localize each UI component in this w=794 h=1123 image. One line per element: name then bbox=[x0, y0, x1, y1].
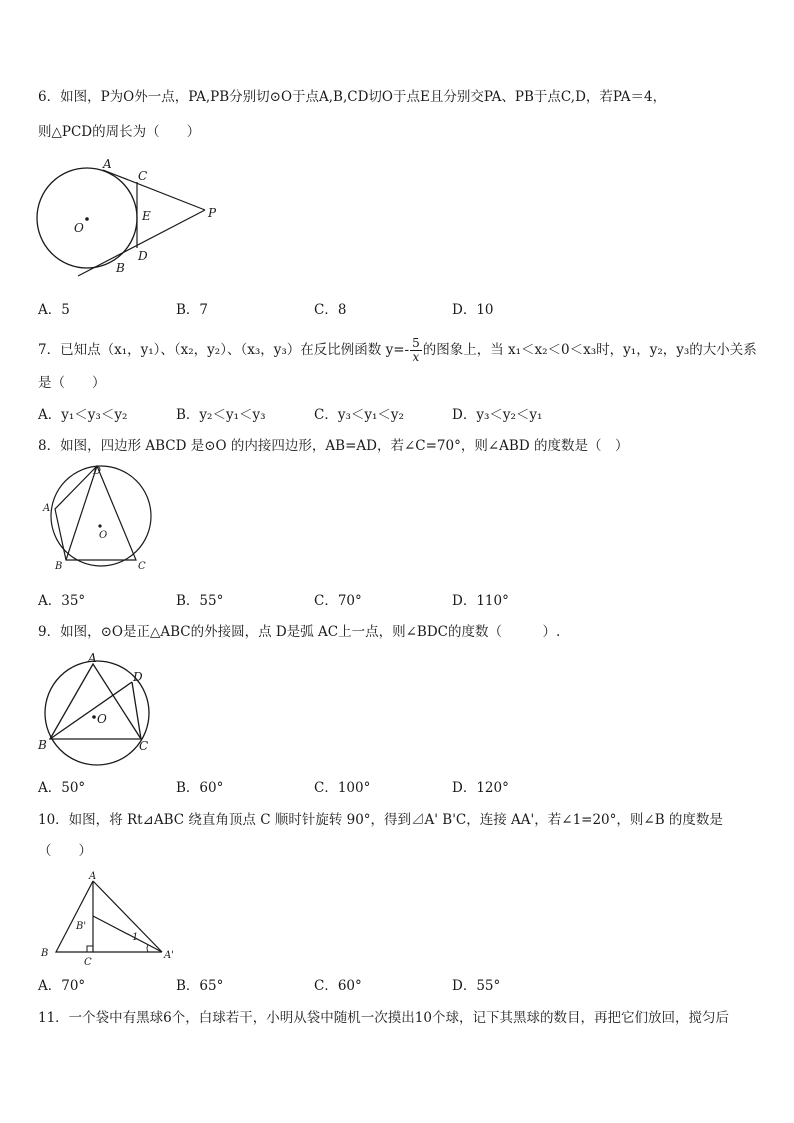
q6-label-d: D bbox=[138, 249, 148, 263]
q6-stem-line2: 则△PCD的周长为（ ） bbox=[38, 124, 201, 140]
q10-stem-line1: 10．如图，将 Rt⊿ABC 绕直角顶点 C 顺时针旋转 90°，得到⊿A' B'C，连接 AA'，若∠1=20°，则∠B 的度数是 bbox=[38, 812, 723, 828]
q9-label-d: D bbox=[133, 670, 143, 684]
q10-option-b[interactable]: B．65° bbox=[176, 978, 224, 994]
q6-option-d[interactable]: D．10 bbox=[452, 302, 494, 318]
q9-label-c: C bbox=[139, 739, 149, 753]
q10-label-b-prime: B' bbox=[76, 921, 87, 932]
q8-label-a: A bbox=[43, 503, 51, 514]
q7-stem-part-b: 的图象上，当 x₁＜x₂＜0＜x₃时，y₁，y₂，y₃的大小关系 bbox=[422, 342, 757, 358]
q8-label-d: D bbox=[93, 466, 102, 477]
q9-option-c[interactable]: C．100° bbox=[314, 780, 371, 796]
q10-line-aa-prime bbox=[93, 881, 162, 952]
q9-label-o: O bbox=[97, 712, 107, 726]
q10-triangle-abc bbox=[56, 881, 93, 952]
q8-label-o: O bbox=[99, 530, 108, 541]
q10-option-d[interactable]: D．55° bbox=[452, 978, 501, 994]
q10-label-a: A bbox=[89, 871, 97, 882]
q6-label-c: C bbox=[138, 169, 148, 183]
q8-option-b[interactable]: B．55° bbox=[176, 593, 224, 609]
q7-stem-line2: 是（ ） bbox=[38, 375, 106, 391]
q6-option-b[interactable]: B．7 bbox=[176, 302, 209, 318]
q11-stem: 11．一个袋中有黑球6个，白球若干，小明从袋中随机一次摸出10个球，记下其黑球的数目，再把它们放回，搅匀后 bbox=[38, 1010, 729, 1026]
q10-angle-1-arc bbox=[147, 945, 148, 952]
q10-option-a[interactable]: A．70° bbox=[38, 978, 86, 994]
q10-line-b-prime-a-prime bbox=[93, 916, 162, 952]
q6-label-p: P bbox=[208, 206, 217, 220]
q10-right-angle-mark bbox=[87, 946, 93, 952]
q6-label-o: O bbox=[74, 221, 84, 235]
q7-stem-part-a: 7．已知点（x₁，y₁）、（x₂，y₂）、（x₃，y₃）在反比例函数 y=- bbox=[38, 342, 410, 358]
q9-option-b[interactable]: B．60° bbox=[176, 780, 224, 796]
q8-label-c: C bbox=[138, 561, 146, 572]
q9-label-a: A bbox=[88, 651, 97, 665]
q7-frac-denominator: x bbox=[412, 350, 420, 364]
q9-label-b: B bbox=[38, 738, 47, 752]
q8-option-a[interactable]: A．35° bbox=[38, 593, 86, 609]
q10-label-a-prime: A' bbox=[164, 950, 174, 961]
q7-option-c[interactable]: C．y₃＜y₁＜y₂ bbox=[314, 407, 404, 423]
q6-label-a: A bbox=[103, 157, 112, 171]
q8-option-c[interactable]: C．70° bbox=[314, 593, 362, 609]
q8-option-d[interactable]: D．110° bbox=[452, 593, 509, 609]
q10-label-1: 1 bbox=[132, 932, 139, 943]
q6-option-a[interactable]: A．5 bbox=[38, 302, 70, 318]
q6-option-c[interactable]: C．8 bbox=[314, 302, 347, 318]
q10-option-c[interactable]: C．60° bbox=[314, 978, 362, 994]
q6-label-b: B bbox=[116, 261, 125, 275]
q7-option-d[interactable]: D．y₃＜y₂＜y₁ bbox=[452, 407, 543, 423]
q10-label-c: C bbox=[84, 957, 92, 968]
q6-stem-line1: 6．如图，P为O外一点，PA,PB分别切⊙O于点A,B,CD切O于点E且分别交PA、PB于点C,D，若PA＝4， bbox=[38, 89, 667, 105]
q9-stem: 9．如图，⊙O是正△ABC的外接圆，点 D是弧 AC上一点，则∠BDC的度数（ ）. bbox=[38, 624, 561, 640]
q9-option-d[interactable]: D．120° bbox=[452, 780, 509, 796]
q10-label-b: B bbox=[41, 948, 49, 959]
q10-stem-line2: （ ） bbox=[38, 843, 92, 859]
q9-option-a[interactable]: A．50° bbox=[38, 780, 86, 796]
q7-option-b[interactable]: B．y₂＜y₁＜y₃ bbox=[176, 407, 266, 423]
q7-option-a[interactable]: A．y₁＜y₃＜y₂ bbox=[38, 407, 128, 423]
q8-stem: 8．如图，四边形 ABCD 是⊙O 的内接四边形，AB=AD，若∠C=70°，则∠ABD 的度数是（ ） bbox=[38, 438, 629, 454]
q8-label-b: B bbox=[55, 561, 63, 572]
q6-label-e: E bbox=[142, 209, 151, 223]
q7-frac-numerator: 5 bbox=[412, 336, 420, 350]
